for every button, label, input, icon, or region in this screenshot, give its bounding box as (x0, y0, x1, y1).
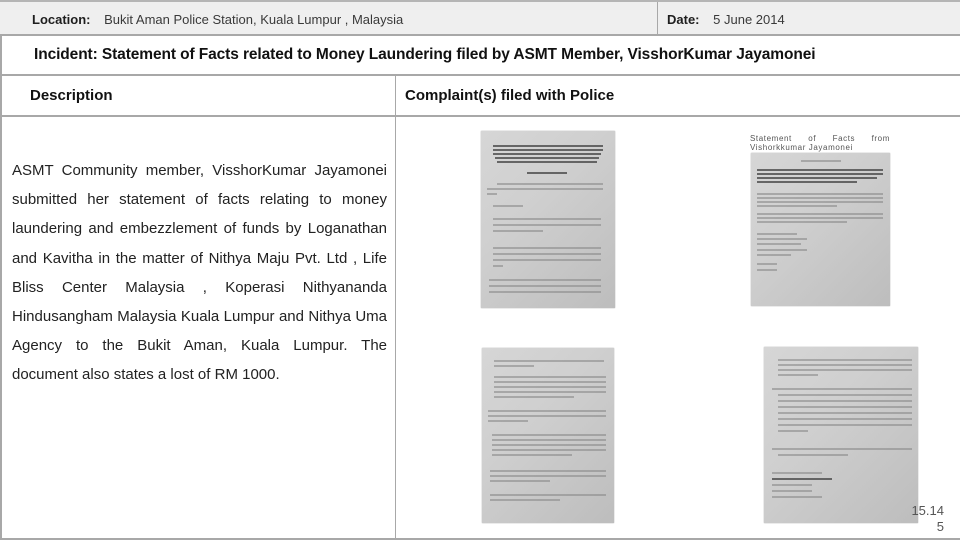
header-divider (657, 2, 658, 36)
date-label: Date: (667, 12, 700, 27)
document-caption: Statement of Facts from Vishorkkumar Jayamonei (750, 134, 890, 152)
incident-title: Incident: Statement of Facts related to Money Laundering filed by ASMT Member, VisshorKumar Jayamonei (34, 46, 816, 63)
location-field (32, 12, 403, 27)
document-image-statement-page-2 (482, 348, 614, 523)
description-cell (0, 117, 396, 540)
description-text: ASMT Community member, VisshorKumar Jayamonei submitted her statement of facts relating to money laundering and embezzlement of funds by Loganathan and Kavitha in the matter of Nithya Maju Pvt. Ltd , Life Bliss Center Malaysia , Koperasi Nithyananda Hindusangham Malaysia Kuala Lumpur and Nithya Uma Agency to the Bukit Aman, Kuala Lumpur. The document also states a lost of RM 1000. (12, 162, 387, 384)
description-header-cell (0, 76, 396, 117)
header-bar (0, 0, 960, 36)
location-value: Bukit Aman Police Station, Kuala Lumpur , Malaysia (104, 12, 404, 27)
date-field (667, 12, 785, 27)
page-number (911, 503, 944, 535)
page-number-line-1: 15.14 (911, 503, 944, 518)
document-image-statement-page-3 (764, 347, 918, 523)
document-image-statement-page-1 (481, 131, 615, 308)
location-label: Location: (32, 12, 91, 27)
description-header: Description (30, 87, 113, 104)
document-image-letter-of-authorization (751, 153, 890, 306)
complaints-header: Complaint(s) filed with Police (405, 87, 615, 104)
incident-row (0, 36, 960, 76)
date-value: 5 June 2014 (713, 12, 785, 27)
page-number-line-2: 5 (936, 519, 944, 534)
complaints-header-cell (396, 76, 960, 117)
